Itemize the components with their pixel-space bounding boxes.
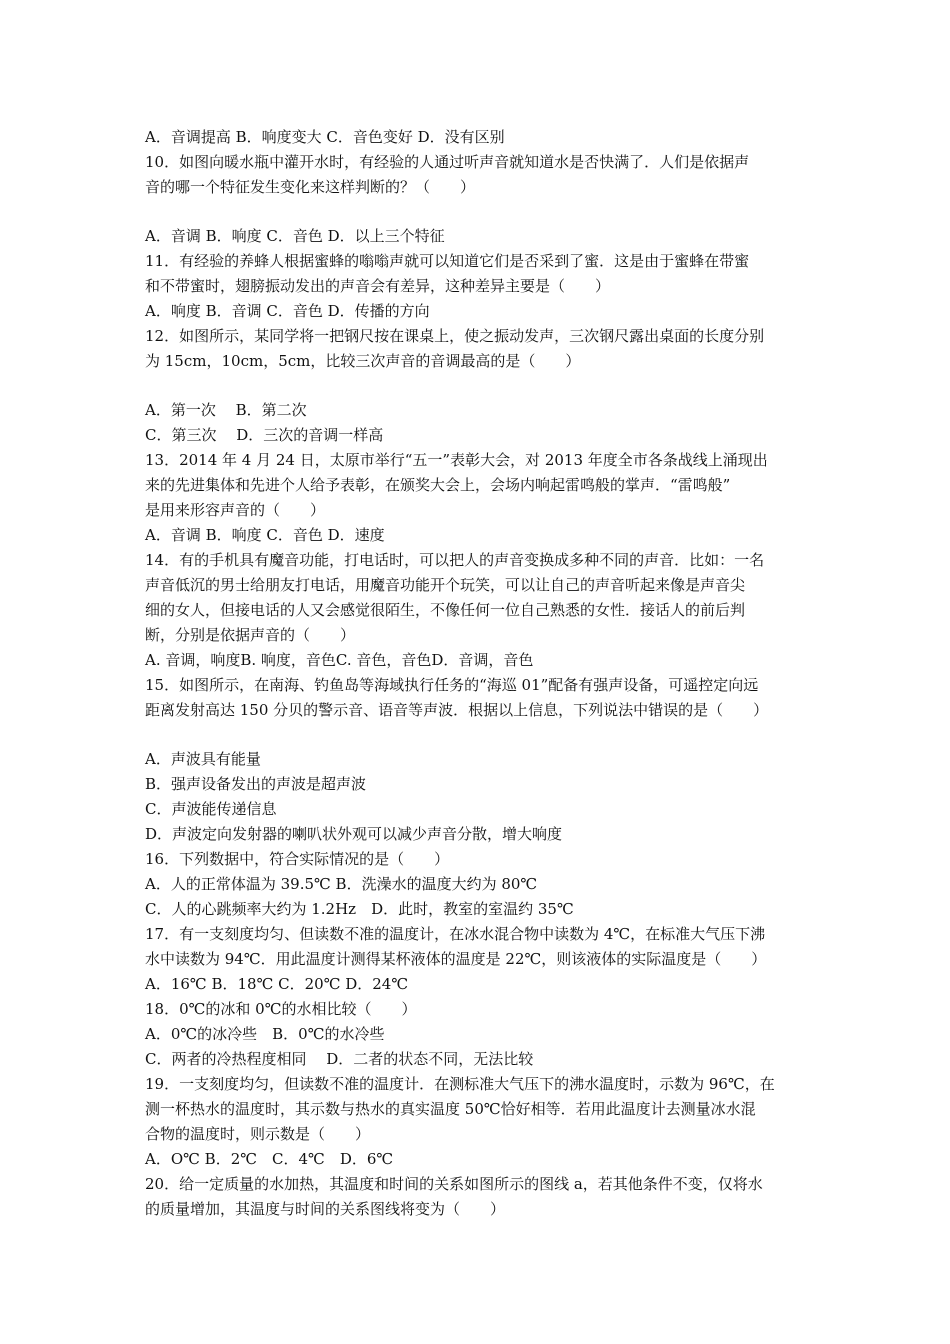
q11-text-line-1: 11．有经验的养蜂人根据蜜蜂的嗡嗡声就可以知道它们是否采到了蜜．这是由于蜜蜂在带蜜 (145, 252, 750, 270)
q12-text-line-2: 为 15cm，10cm，5cm，比较三次声音的音调最高的是（ ） (145, 352, 581, 370)
q19-options: A．O℃ B．2℃ C．4℃ D．6℃ (145, 1150, 394, 1168)
q18-options-ab: A．0℃的冰冷些 B．0℃的水冷些 (145, 1025, 385, 1043)
q12-options-ab: A．第一次 B．第二次 (145, 401, 307, 419)
q19-text-line-1: 19．一支刻度均匀，但读数不准的温度计．在测标准大气压下的沸水温度时，示数为 96℃，在 (145, 1075, 775, 1093)
q13-text-line-3: 是用来形容声音的（ ） (145, 501, 326, 519)
q18-options-cd: C．两者的冷热程度相同 D．二者的状态不同，无法比较 (145, 1050, 534, 1068)
q14-text-line-1: 14．有的手机具有魔音功能，打电话时，可以把人的声音变换成多种不同的声音．比如：一名 (145, 551, 765, 569)
q14-text-line-4: 断，分别是依据声音的（ ） (145, 626, 356, 644)
q19-text-line-2: 测一杯热水的温度时，其示数与热水的真实温度 50℃恰好相等．若用此温度计去测量冰水混 (145, 1100, 756, 1118)
q20-text-line-2: 的质量增加，其温度与时间的关系图线将变为（ ） (145, 1200, 506, 1218)
q10-text-line-1: 10．如图向暖水瓶中灌开水时，有经验的人通过听声音就知道水是否快满了．人们是依据声 (145, 153, 750, 171)
q15-option-a: A．声波具有能量 (145, 750, 261, 768)
q11-options: A．响度 B．音调 C．音色 D．传播的方向 (145, 302, 430, 320)
q14-text-line-3: 细的女人，但接电话的人又会感觉很陌生，不像任何一位自己熟悉的女性．接话人的前后判 (145, 601, 746, 619)
q10-options: A．音调 B．响度 C．音色 D．以上三个特征 (145, 227, 445, 245)
q16-options-cd: C．人的心跳频率大约为 1.2Hz D．此时，教室的室温约 35℃ (145, 900, 574, 918)
q14-text-line-2: 声音低沉的男士给朋友打电话，用魔音功能开个玩笑，可以让自己的声音听起来像是声音尖 (145, 576, 746, 594)
q16-text: 16．下列数据中，符合实际情况的是（ ） (145, 850, 450, 868)
q12-options-cd: C．第三次 D．三次的音调一样高 (145, 426, 384, 444)
q20-text-line-1: 20．给一定质量的水加热，其温度和时间的关系如图所示的图线 a，若其他条件不变，仅将水 (145, 1175, 763, 1193)
q17-text-line-2: 水中读数为 94℃．用此温度计测得某杯液体的温度是 22℃，则该液体的实际温度是（ ） (145, 950, 767, 968)
q13-text-line-1: 13．2014 年 4 月 24 日，太原市举行“五一”表彰大会，对 2013 年度全市各条战线上涌现出 (145, 451, 768, 469)
q15-text-line-1: 15．如图所示，在南海、钓鱼岛等海域执行任务的“海巡 01”配备有强声设备，可遥控定向远 (145, 676, 759, 694)
q15-option-c: C．声波能传递信息 (145, 800, 277, 818)
q15-option-b: B．强声设备发出的声波是超声波 (145, 775, 367, 793)
q10-text-line-2: 音的哪一个特征发生变化来这样判断的？（ ） (145, 178, 476, 196)
q14-options: A. 音调，响度B. 响度，音色C. 音色，音色D．音调，音色 (145, 651, 534, 669)
q17-text-line-1: 17．有一支刻度均匀、但读数不准的温度计，在冰水混合物中读数为 4℃，在标准大气压下沸 (145, 925, 766, 943)
q19-text-line-3: 合物的温度时，则示数是（ ） (145, 1125, 371, 1143)
q17-options: A．16℃ B．18℃ C．20℃ D．24℃ (145, 975, 409, 993)
q16-options-ab: A．人的正常体温为 39.5℃ B．洗澡水的温度大约为 80℃ (145, 875, 538, 893)
q13-text-line-2: 来的先进集体和先进个人给予表彰，在颁奖大会上，会场内响起雷鸣般的掌声．“雷鸣般” (145, 476, 731, 494)
q11-text-line-2: 和不带蜜时，翅膀振动发出的声音会有差异，这种差异主要是（ ） (145, 277, 611, 295)
q15-option-d: D．声波定向发射器的喇叭状外观可以减少声音分散，增大响度 (145, 825, 563, 843)
q9-options: A．音调提高 B．响度变大 C．音色变好 D．没有区别 (145, 128, 505, 146)
q18-text: 18．0℃的冰和 0℃的水相比较（ ） (145, 1000, 417, 1018)
q15-text-line-2: 距离发射高达 150 分贝的警示音、语音等声波．根据以上信息，下列说法中错误的是（ ） (145, 701, 769, 719)
q13-options: A．音调 B．响度 C．音色 D．速度 (145, 526, 385, 544)
q12-text-line-1: 12．如图所示，某同学将一把钢尺按在课桌上，使之振动发声，三次钢尺露出桌面的长度分别 (145, 327, 765, 345)
